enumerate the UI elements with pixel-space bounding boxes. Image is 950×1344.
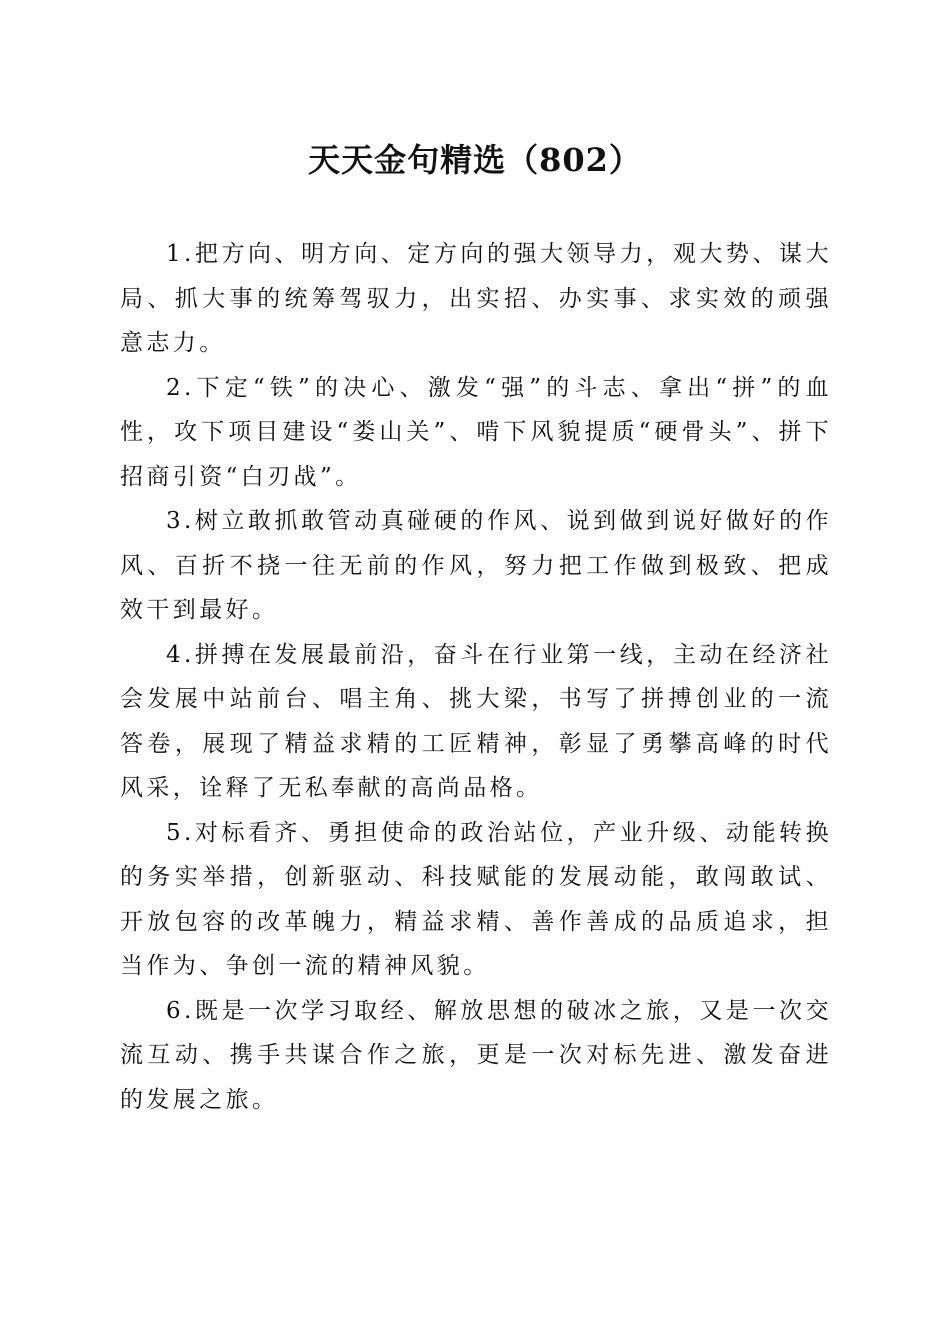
paragraph-4: 4.拼搏在发展最前沿，奋斗在行业第一线，主动在经济社会发展中站前台、唱主角、挑大梁，书写了拼搏创业的一流答卷，展现了精益求精的工匠精神，彰显了勇攀高峰的时代风采，诠释了无私奉献的高尚品格。 (120, 641, 832, 801)
page-title: 天天金句精选（802） (308, 141, 642, 179)
document-body (120, 232, 832, 1122)
paragraph-1: 1.把方向、明方向、定方向的强大领导力，观大势、谋大局、抓大事的统筹驾驭力，出实招、办实事、求实效的顽强意志力。 (120, 241, 832, 356)
paragraph-2: 2.下定“铁”的决心、激发“强”的斗志、拿出“拼”的血性，攻下项目建设“娄山关”、啃下风貌提质“硬骨头”、拼下招商引资“白刃战”。 (120, 374, 832, 490)
paragraph-3: 3.树立敢抓敢管动真碰硬的作风、说到做到说好做好的作风、百折不挠一往无前的作风，努力把工作做到极致、把成效干到最好。 (120, 508, 832, 623)
paragraph-6: 6.既是一次学习取经、解放思想的破冰之旅，又是一次交流互动、携手共谋合作之旅，更是一次对标先进、激发奋进的发展之旅。 (120, 997, 832, 1113)
paragraph-5: 5.对标看齐、勇担使命的政治站位，产业升级、动能转换的务实举措，创新驱动、科技赋能的发展动能，敢闯敢试、开放包容的改革魄力，精益求精、善作善成的品质追求，担当作为、争创一流的精神风貌。 (120, 819, 832, 979)
